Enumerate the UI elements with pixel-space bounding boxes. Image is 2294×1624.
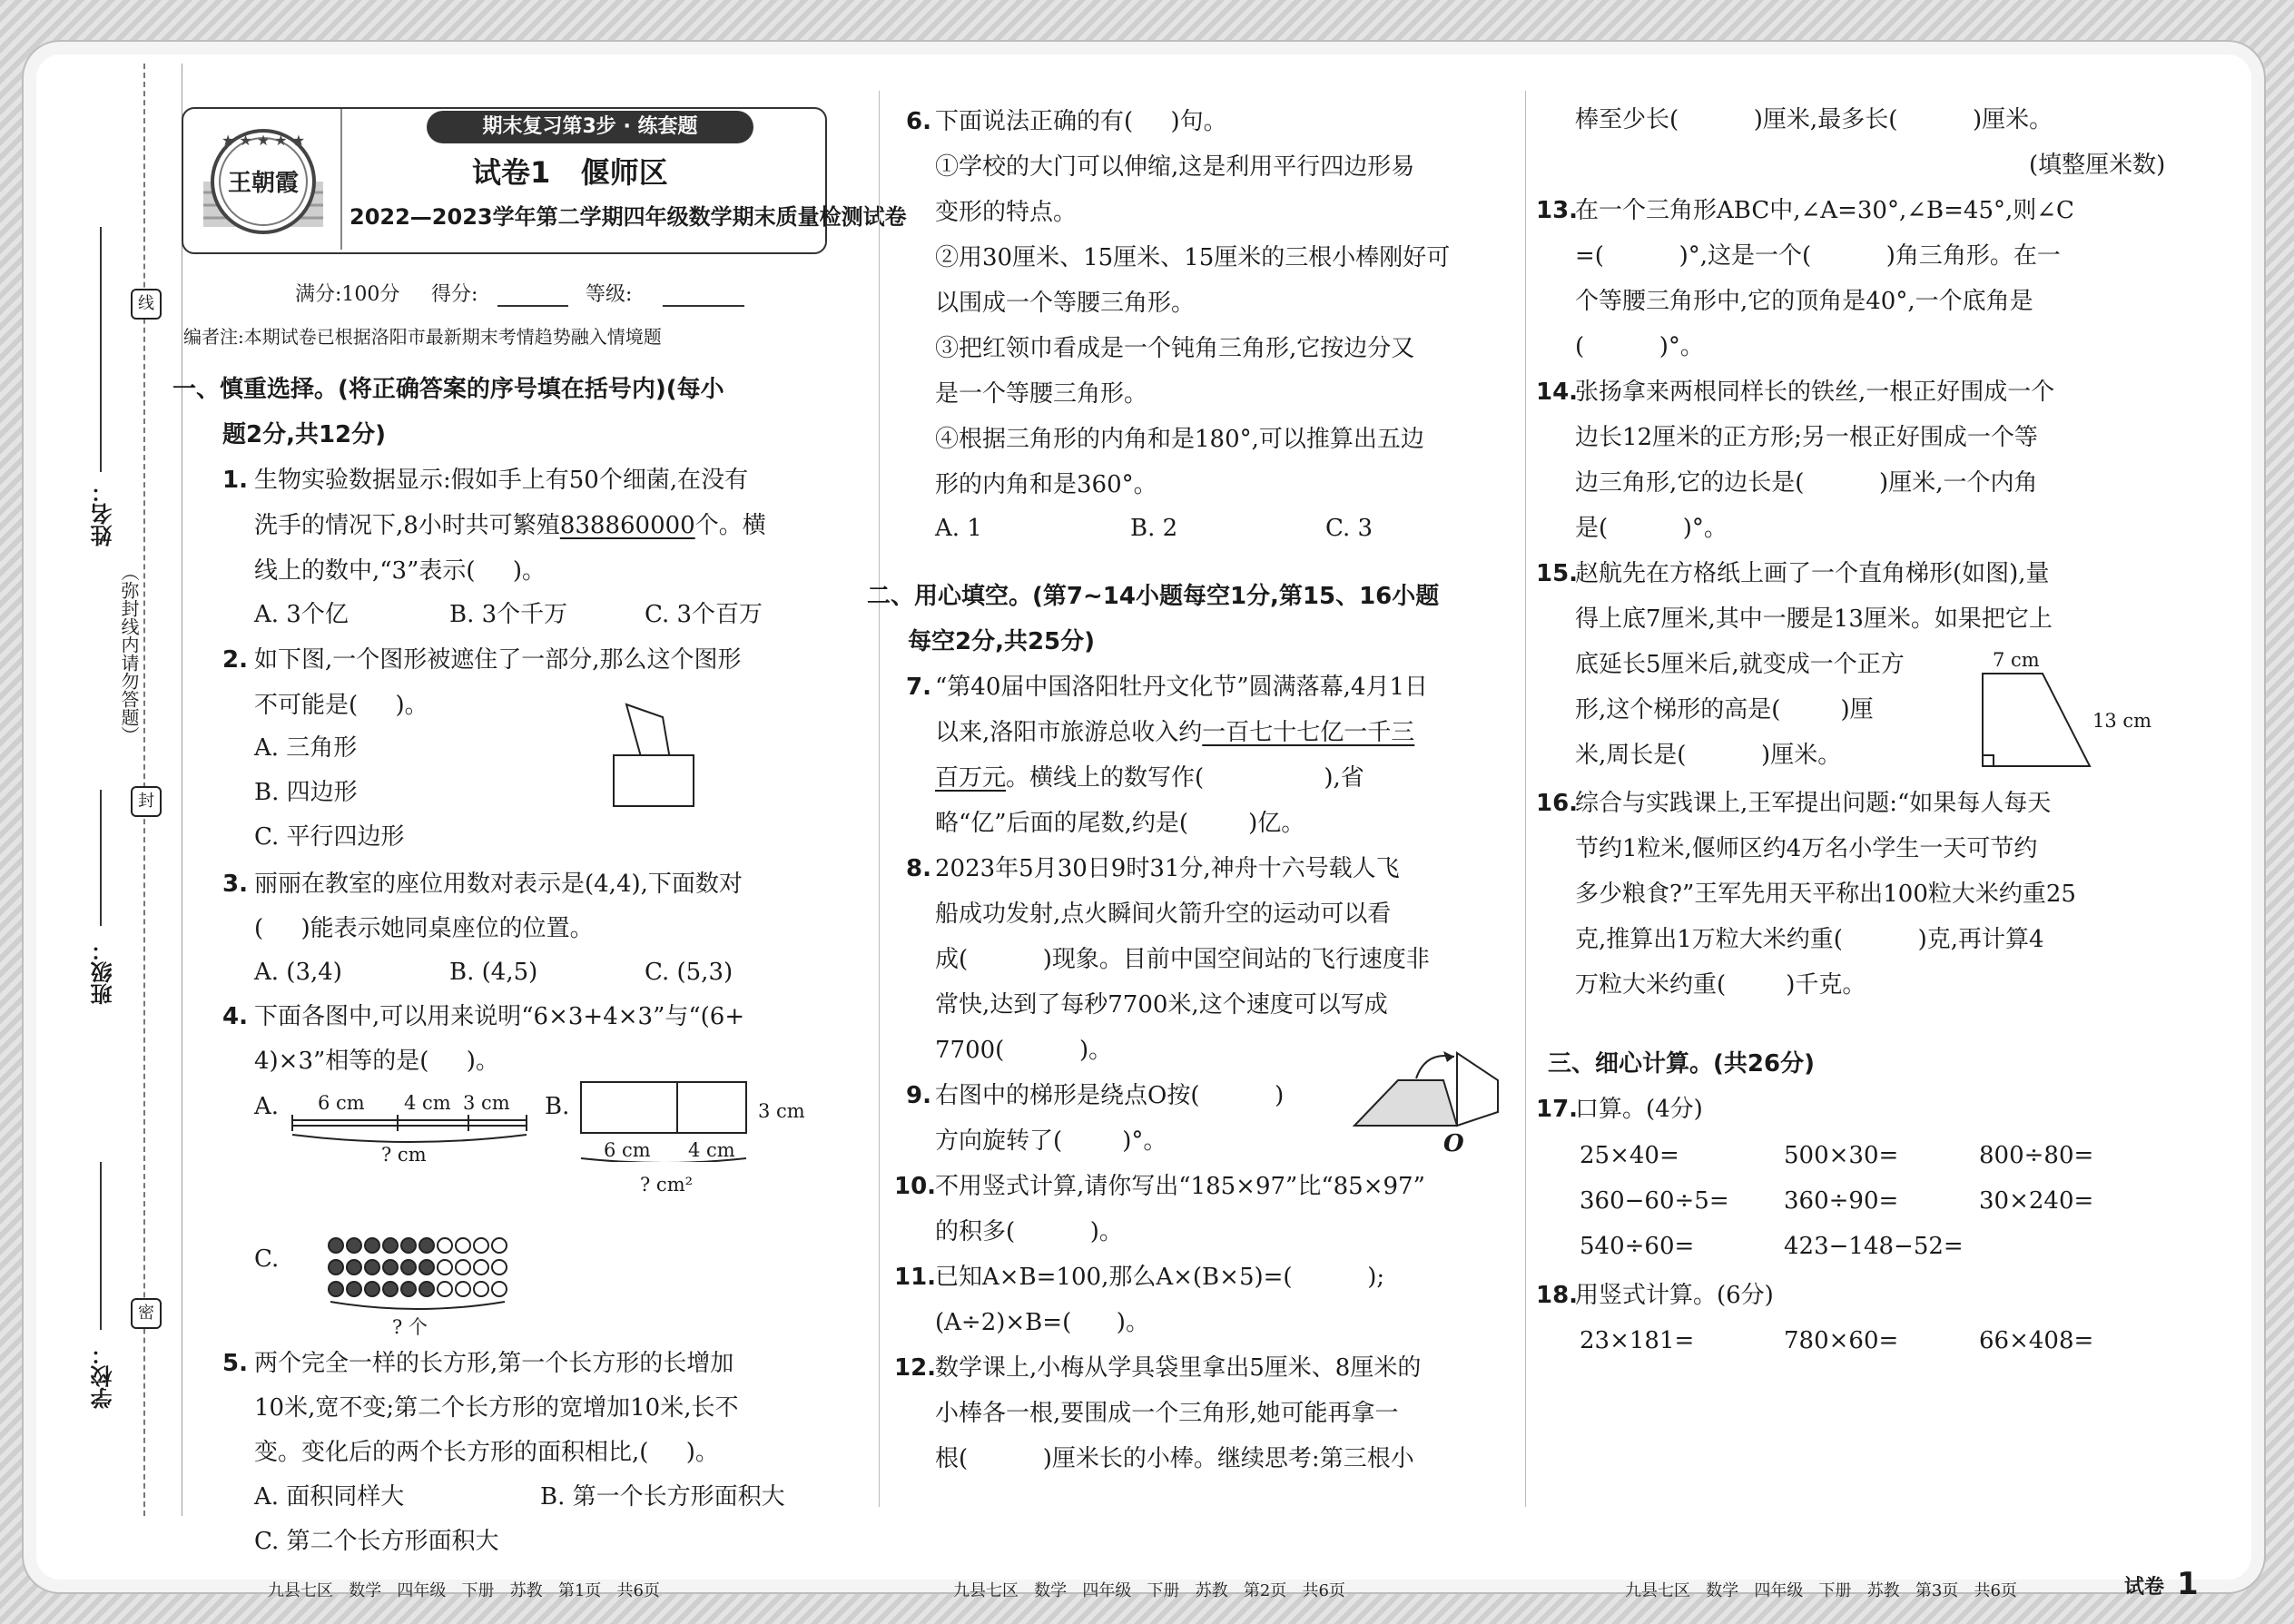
q7-text-1: “第40届中国洛阳牡丹文化节”圆满落幕,4月1日 <box>935 674 1429 701</box>
q6-option-a[interactable]: A. 1 <box>935 515 982 542</box>
section-2-heading-cont: 每空2分,共25分) <box>908 628 1096 655</box>
q8-text-3: 成( )现象。目前中国空间站的飞行速度非 <box>935 946 1430 973</box>
dot-grid-dot <box>456 1282 470 1296</box>
dot-grid-dot <box>383 1282 398 1296</box>
dot-grid-dot <box>365 1282 379 1296</box>
q16-text-4: 克,推算出1万粒大米约重( )克,再计算4 <box>1575 926 2044 953</box>
binding-word-mi: 密 <box>131 1298 162 1329</box>
q10-number: 10. <box>894 1173 937 1200</box>
q6-option-b[interactable]: B. 2 <box>1130 515 1178 542</box>
q17-r3-c2[interactable]: 423−148−52= <box>1784 1233 1964 1260</box>
q4-b-question: ? cm² <box>640 1174 694 1196</box>
q14-number: 14. <box>1536 379 1579 406</box>
q2-text-2: 不可能是( )。 <box>254 692 428 719</box>
q12-number: 12. <box>894 1354 937 1382</box>
footer-page-3: 九县七区 数学 四年级 下册 苏教 第3页 共6页 <box>1625 1581 2017 1600</box>
q5-text-1: 两个完全一样的长方形,第一个长方形的长增加 <box>254 1350 734 1377</box>
dot-grid-dot <box>438 1282 452 1296</box>
binding-word-feng: 封 <box>131 786 162 817</box>
dot-grid-dot <box>438 1260 452 1275</box>
q5-option-b[interactable]: B. 第一个长方形面积大 <box>540 1483 785 1511</box>
q2-text-1: 如下图,一个图形被遮住了一部分,那么这个图形 <box>254 646 742 674</box>
q12-text-4: 棒至少长( )厘米,最多长( )厘米。 <box>1575 106 2053 133</box>
q6-stmt-3a: ③把红领巾看成是一个钝角三角形,它按边分又 <box>935 335 1415 362</box>
grade-label: 等级: <box>586 283 633 306</box>
q4-option-b-label[interactable]: B. <box>545 1093 570 1120</box>
q6-stmt-4a: ④根据三角形的内角和是180°,可以推算出五边 <box>935 426 1424 453</box>
q18-c2[interactable]: 780×60= <box>1784 1327 1899 1354</box>
q14-text-2: 边长12厘米的正方形;另一根正好围成一个等 <box>1575 424 2038 451</box>
dot-grid-dot <box>329 1282 343 1296</box>
q9-text-2: 方向旋转了( )°。 <box>935 1127 1167 1155</box>
q6-stmt-1a: ①学校的大门可以伸缩,这是利用平行四边形易 <box>935 153 1415 181</box>
q6-stmt-3b: 是一个等腰三角形。 <box>935 380 1148 408</box>
q17-r3-c1[interactable]: 540÷60= <box>1580 1233 1695 1260</box>
q8-text-4: 常快,达到了每秒7700米,这个速度可以写成 <box>935 991 1388 1019</box>
exam-paper <box>36 54 2251 1602</box>
school-line[interactable] <box>100 1162 102 1330</box>
q9-point-o: O <box>1443 1130 1464 1157</box>
q18-number: 18. <box>1536 1282 1579 1309</box>
binding-word-xian: 线 <box>131 289 162 320</box>
q9-text-1: 右图中的梯形是绕点O按( ) <box>935 1082 1285 1109</box>
column-separator-1 <box>879 91 880 1507</box>
section-1-heading: 一、慎重选择。(将正确答案的序号填在括号内)(每小 <box>172 376 724 403</box>
logo-seal-icon <box>200 118 327 245</box>
q1-text-2: 洗手的情况下,8小时共可繁殖838860000个。横 <box>254 512 766 539</box>
q3-text-2: ( )能表示她同桌座位的位置。 <box>254 915 594 942</box>
q1-option-c[interactable]: C. 3个百万 <box>645 601 763 628</box>
q5-text-2: 10米,宽不变;第二个长方形的宽增加10米,长不 <box>254 1394 739 1422</box>
dot-grid-dot <box>347 1238 361 1253</box>
q17-r2-c2[interactable]: 360÷90= <box>1784 1187 1899 1215</box>
dot-grid-dot <box>329 1260 343 1275</box>
q4-c-dot-grid-figure <box>327 1235 517 1307</box>
q4-a-question: ? cm <box>381 1144 427 1166</box>
q2-option-a[interactable]: A. 三角形 <box>254 734 358 762</box>
q4-c-question: ? 个 <box>392 1316 428 1338</box>
q11-text-2: (A÷2)×B=( )。 <box>935 1309 1149 1336</box>
q11-text-1: 已知A×B=100,那么A×(B×5)=( ); <box>935 1264 1385 1291</box>
dot-grid-dot <box>365 1260 379 1275</box>
dot-grid-dot <box>419 1238 434 1253</box>
q15-text-5: 米,周长是( )厘米。 <box>1575 742 1842 769</box>
name-line[interactable] <box>100 227 102 472</box>
q15-top-base-label: 7 cm <box>1993 649 2040 671</box>
q12-text-3: 根( )厘米长的小棒。继续思考:第三根小 <box>935 1445 1414 1472</box>
q15-trapezoid-figure <box>1979 670 2115 772</box>
q12-text-2: 小棒各一根,要围成一个三角形,她可能再拿一 <box>935 1400 1399 1427</box>
q16-number: 16. <box>1536 790 1579 817</box>
dot-grid-dot <box>347 1282 361 1296</box>
dot-grid-dot <box>401 1282 416 1296</box>
q2-hidden-shape-figure <box>599 699 699 817</box>
footer-page-2: 九县七区 数学 四年级 下册 苏教 第2页 共6页 <box>953 1581 1345 1600</box>
dot-grid-dot <box>492 1282 507 1296</box>
header-tag: 期末复习第3步 · 练套题 <box>427 111 753 143</box>
q9-number: 9. <box>906 1082 931 1109</box>
q7-text-3: 百万元。横线上的数写作( ),省 <box>935 764 1364 792</box>
binding-note: （弥封线内请勿答题） <box>118 563 140 744</box>
dot-grid-dot <box>456 1238 470 1253</box>
q4-option-c-label[interactable]: C. <box>254 1245 280 1273</box>
q15-text-3: 底延长5厘米后,就变成一个正方 <box>1575 651 1905 678</box>
dot-grid-dot <box>329 1238 343 1253</box>
dot-grid-dot <box>419 1260 434 1275</box>
q15-text-1: 赵航先在方格纸上画了一个直角梯形(如图),量 <box>1575 560 2050 587</box>
paper-subtitle: 2022—2023学年第二学期四年级数学期末质量检测试卷 <box>350 204 907 230</box>
q4-option-a-label[interactable]: A. <box>254 1093 280 1120</box>
q3-text-1: 丽丽在教室的座位用数对表示是(4,4),下面数对 <box>254 871 743 898</box>
q16-text-5: 万粒大米约重( )千克。 <box>1575 971 1866 999</box>
dot-grid-dot <box>365 1238 379 1253</box>
dot-grid-dot <box>419 1282 434 1296</box>
q10-text-2: 的积多( )。 <box>935 1218 1123 1245</box>
q17-text: 口算。(4分) <box>1575 1096 1703 1123</box>
q6-text: 下面说法正确的有( )句。 <box>935 108 1227 135</box>
q1-number: 1. <box>222 467 248 494</box>
section-2-heading: 二、用心填空。(第7~14小题每空1分,第15、16小题 <box>867 583 1440 610</box>
grade-field[interactable] <box>663 305 744 307</box>
q13-number: 13. <box>1536 197 1579 224</box>
q4-b-4cm: 4 cm <box>688 1139 735 1161</box>
q18-c3[interactable]: 66×408= <box>1979 1327 2094 1354</box>
dot-grid-dot <box>383 1260 398 1275</box>
q4-number: 4. <box>222 1003 248 1030</box>
q17-r2-c1[interactable]: 360−60÷5= <box>1580 1187 1729 1215</box>
logo <box>200 118 327 245</box>
q5-text-3: 变。变化后的两个长方形的面积相比,( )。 <box>254 1439 719 1466</box>
footer-page-1: 九县七区 数学 四年级 下册 苏教 第1页 共6页 <box>268 1581 660 1600</box>
paper-badge-number: 1 <box>2177 1566 2199 1602</box>
school-label: 学校： <box>91 1343 116 1409</box>
q7-text-2: 以来,洛阳市旅游总收入约一百七十七亿一千三 <box>935 719 1415 746</box>
q4-text-1: 下面各图中,可以用来说明“6×3+4×3”与“(6+ <box>254 1003 745 1030</box>
q6-stmt-4b: 形的内角和是360°。 <box>935 471 1157 498</box>
q17-number: 17. <box>1536 1096 1579 1123</box>
q5-option-a[interactable]: A. 面积同样大 <box>254 1483 405 1511</box>
q6-option-c[interactable]: C. 3 <box>1325 515 1373 542</box>
q15-number: 15. <box>1536 560 1579 587</box>
q16-text-3: 多少粮食?”王军先用天平称出100粒大米约重25 <box>1575 881 2076 908</box>
q2-option-b[interactable]: B. 四边形 <box>254 779 358 806</box>
dot-grid-dot <box>474 1260 488 1275</box>
q5-option-c[interactable]: C. 第二个长方形面积大 <box>254 1528 499 1555</box>
q6-stmt-2b: 以围成一个等腰三角形。 <box>935 290 1196 317</box>
q12-text-5: (填整厘米数) <box>2029 152 2166 179</box>
q1-underlined-number: 838860000 <box>559 512 695 539</box>
q10-text-1: 不用竖式计算,请你写出“185×97”比“85×97” <box>935 1173 1425 1200</box>
paper-badge-label: 试卷 <box>2124 1576 2165 1599</box>
svg-text:王朝霞: 王朝霞 <box>227 170 300 197</box>
dot-grid-dot <box>438 1238 452 1253</box>
dot-grid-dot <box>492 1238 507 1253</box>
q3-number: 3. <box>222 871 248 898</box>
q6-number: 6. <box>906 108 931 135</box>
q6-stmt-1b: 变形的特点。 <box>935 199 1078 226</box>
score-field[interactable] <box>497 305 568 307</box>
class-label: 班级： <box>91 940 116 1005</box>
q4-b-3cm: 3 cm <box>758 1100 805 1122</box>
q6-stmt-2a: ②用30厘米、15厘米、15厘米的三根小棒刚好可 <box>935 244 1451 271</box>
q16-text-2: 节约1粒米,偃师区约4万名小学生一天可节约 <box>1575 835 2038 862</box>
full-score: 满分:100分 <box>295 283 400 306</box>
dot-grid-dot <box>456 1260 470 1275</box>
q1-option-b[interactable]: B. 3个千万 <box>449 601 568 628</box>
q7-number: 7. <box>906 674 931 701</box>
dot-grid-dot <box>401 1260 416 1275</box>
q12-text-1: 数学课上,小梅从学具袋里拿出5厘米、8厘米的 <box>935 1354 1422 1382</box>
q15-text-2: 得上底7厘米,其中一腰是13厘米。如果把它上 <box>1575 605 2053 633</box>
editor-note: 编者注:本期试卷已根据洛阳市最新期末考情趋势融入情境题 <box>183 326 662 348</box>
header-divider <box>340 109 342 250</box>
q4-a-3cm: 3 cm <box>463 1092 510 1114</box>
q4-b-6cm: 6 cm <box>604 1139 651 1161</box>
q1-text-1: 生物实验数据显示:假如手上有50个细菌,在没有 <box>254 467 749 494</box>
q3-option-c[interactable]: C. (5,3) <box>645 959 733 986</box>
dot-grid-dot <box>474 1282 488 1296</box>
dot-grid-dot <box>347 1260 361 1275</box>
q11-number: 11. <box>894 1264 937 1291</box>
q4-a-4cm: 4 cm <box>404 1092 451 1114</box>
q13-text-4: ( )°。 <box>1575 333 1704 360</box>
q15-text-4: 形,这个梯形的高是( )厘 <box>1575 696 1874 723</box>
q18-c1[interactable]: 23×181= <box>1580 1327 1695 1354</box>
q16-text-1: 综合与实践课上,王军提出问题:“如果每人每天 <box>1575 790 2052 817</box>
q17-r1-c3[interactable]: 800÷80= <box>1979 1142 2094 1169</box>
name-label: 姓名： <box>91 481 116 546</box>
q17-r1-c1[interactable]: 25×40= <box>1580 1142 1679 1169</box>
dot-grid-dot <box>383 1238 398 1253</box>
q9-rotation-figure <box>1353 1044 1525 1162</box>
section-1-heading-cont: 题2分,共12分) <box>222 421 387 448</box>
dot-grid-dot <box>492 1260 507 1275</box>
q13-text-3: 个等腰三角形中,它的顶角是40°,一个底角是 <box>1575 288 2033 315</box>
q8-number: 8. <box>906 855 931 882</box>
q8-text-2: 船成功发射,点火瞬间火箭升空的运动可以看 <box>935 901 1392 928</box>
q7-text-4: 略“亿”后面的尾数,约是( )亿。 <box>935 810 1305 837</box>
q18-text: 用竖式计算。(6分) <box>1575 1282 1774 1309</box>
score-label: 得分: <box>431 283 478 306</box>
q2-option-c[interactable]: C. 平行四边形 <box>254 823 405 851</box>
section-3-heading: 三、细心计算。(共26分) <box>1548 1050 1815 1078</box>
q4-text-2: 4)×3”相等的是( )。 <box>254 1048 499 1075</box>
q5-number: 5. <box>222 1350 248 1377</box>
q8-text-1: 2023年5月30日9时31分,神舟十六号载人飞 <box>935 855 1400 882</box>
q8-text-5: 7700( )。 <box>935 1037 1113 1064</box>
dot-grid-dot <box>401 1238 416 1253</box>
q14-text-3: 边三角形,它的边长是( )厘米,一个内角 <box>1575 469 2038 497</box>
q13-text-2: =( )°,这是一个( )角三角形。在一 <box>1575 242 2061 270</box>
q17-r2-c3[interactable]: 30×240= <box>1979 1187 2094 1215</box>
class-line[interactable] <box>100 790 102 926</box>
q3-option-b[interactable]: B. (4,5) <box>449 959 538 986</box>
q14-text-1: 张扬拿来两根同样长的铁丝,一根正好围成一个 <box>1575 379 2055 406</box>
paper-title: 试卷1 偃师区 <box>472 155 668 190</box>
q1-text-3: 线上的数中,“3”表示( )。 <box>254 557 546 585</box>
q1-option-a[interactable]: A. 3个亿 <box>254 601 349 628</box>
q14-text-4: 是( )°。 <box>1575 515 1728 542</box>
column-separator-2 <box>1525 91 1526 1507</box>
q2-number: 2. <box>222 646 248 674</box>
svg-text:★ ★ ★ ★ ★: ★ ★ ★ ★ ★ <box>221 132 306 149</box>
q15-leg-label: 13 cm <box>2092 710 2152 732</box>
dot-grid-dot <box>474 1238 488 1253</box>
q17-r1-c2[interactable]: 500×30= <box>1784 1142 1899 1169</box>
q3-option-a[interactable]: A. (3,4) <box>254 959 342 986</box>
q4-a-6cm: 6 cm <box>318 1092 365 1114</box>
q13-text-1: 在一个三角形ABC中,∠A=30°,∠B=45°,则∠C <box>1575 197 2074 224</box>
